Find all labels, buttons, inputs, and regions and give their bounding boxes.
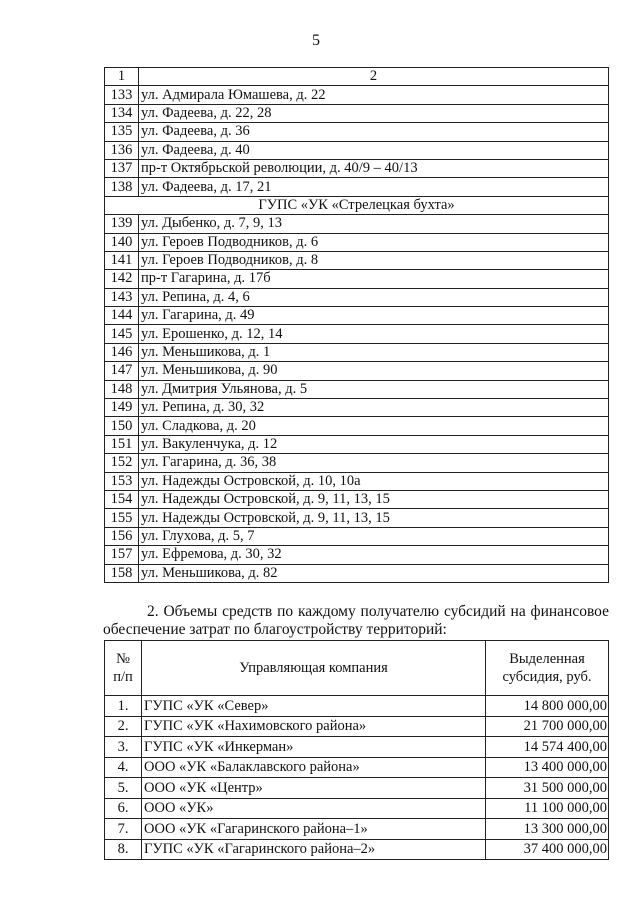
row-amount: 11 100 000,00 xyxy=(486,798,609,819)
row-address: ул. Героев Подводников, д. 6 xyxy=(139,233,609,251)
table-row xyxy=(105,270,609,288)
table-row xyxy=(105,104,609,122)
row-company: ООО «УК «Балаклавского района» xyxy=(142,757,486,778)
table-row xyxy=(105,757,609,778)
row-company: ГУПС «УК «Нахимовского района» xyxy=(142,716,486,737)
table-row xyxy=(105,778,609,799)
table-row xyxy=(105,696,609,717)
row-address: ул. Ефремова, д. 30, 32 xyxy=(139,546,609,564)
table-row xyxy=(105,307,609,325)
table-row xyxy=(105,380,609,398)
row-address: ул. Фадеева, д. 40 xyxy=(139,141,609,159)
header-amount-line2: субсидия, руб. xyxy=(502,669,592,685)
row-number: 146 xyxy=(105,343,139,361)
row-address: ул. Фадеева, д. 22, 28 xyxy=(139,104,609,122)
subsidy-table xyxy=(104,640,609,860)
row-number: 139 xyxy=(105,215,139,233)
header-amount-line1: Выделенная xyxy=(509,651,585,667)
row-amount: 31 500 000,00 xyxy=(486,778,609,799)
row-company: ООО «УК «Гагаринского района–1» xyxy=(142,819,486,840)
row-address: ул. Дыбенко, д. 7, 9, 13 xyxy=(139,215,609,233)
row-address: ул. Меньшикова, д. 82 xyxy=(139,564,609,582)
row-number: 147 xyxy=(105,362,139,380)
table-row xyxy=(105,564,609,582)
table-row xyxy=(105,798,609,819)
row-number: 138 xyxy=(105,178,139,196)
table-row xyxy=(105,454,609,472)
row-index: 1. xyxy=(105,696,142,717)
row-number: 135 xyxy=(105,123,139,141)
paragraph-subsidy-volumes: 2. Объемы средств по каждому получателю субсидий на финансовое обеспечение затрат по благоустройству территорий: xyxy=(103,603,609,638)
row-index: 8. xyxy=(105,839,142,860)
table-row xyxy=(105,490,609,508)
table-row xyxy=(105,716,609,737)
row-address: ул. Дмитрия Ульянова, д. 5 xyxy=(139,380,609,398)
row-address: ул. Вакуленчука, д. 12 xyxy=(139,435,609,453)
row-number: 148 xyxy=(105,380,139,398)
row-amount: 14 574 400,00 xyxy=(486,737,609,758)
row-address: ул. Адмирала Юмашева, д. 22 xyxy=(139,86,609,104)
row-index: 4. xyxy=(105,757,142,778)
table-row xyxy=(105,546,609,564)
row-index: 7. xyxy=(105,819,142,840)
row-amount: 14 800 000,00 xyxy=(486,696,609,717)
row-address: пр-т Октябрьской революции, д. 40/9 – 40/13 xyxy=(139,159,609,177)
row-number: 149 xyxy=(105,399,139,417)
row-amount: 37 400 000,00 xyxy=(486,839,609,860)
column-header-amount xyxy=(486,641,609,696)
row-address: ул. Фадеева, д. 36 xyxy=(139,123,609,141)
row-address: ул. Героев Подводников, д. 8 xyxy=(139,251,609,269)
row-number: 156 xyxy=(105,527,139,545)
table-row xyxy=(105,178,609,196)
row-company: ГУПС «УК «Инкерман» xyxy=(142,737,486,758)
section-row xyxy=(105,196,609,214)
row-number: 137 xyxy=(105,159,139,177)
row-address: ул. Гагарина, д. 36, 38 xyxy=(139,454,609,472)
row-amount: 21 700 000,00 xyxy=(486,716,609,737)
table-row xyxy=(105,215,609,233)
table-header-row xyxy=(105,68,609,86)
row-number: 155 xyxy=(105,509,139,527)
row-address: ул. Фадеева, д. 17, 21 xyxy=(139,178,609,196)
row-company: ООО «УК» xyxy=(142,798,486,819)
table-row xyxy=(105,527,609,545)
table-row xyxy=(105,325,609,343)
row-number: 136 xyxy=(105,141,139,159)
column-header-number xyxy=(105,641,142,696)
row-number: 153 xyxy=(105,472,139,490)
row-address: ул. Надежды Островской, д. 9, 11, 13, 15 xyxy=(139,509,609,527)
row-number: 158 xyxy=(105,564,139,582)
row-number: 150 xyxy=(105,417,139,435)
row-address: пр-т Гагарина, д. 17б xyxy=(139,270,609,288)
table-row xyxy=(105,362,609,380)
table-row xyxy=(105,123,609,141)
row-number: 157 xyxy=(105,546,139,564)
row-address: ул. Репина, д. 4, 6 xyxy=(139,288,609,306)
row-address: ул. Глухова, д. 5, 7 xyxy=(139,527,609,545)
table-row xyxy=(105,417,609,435)
row-index: 3. xyxy=(105,737,142,758)
row-index: 2. xyxy=(105,716,142,737)
column-header-address: 2 xyxy=(139,68,609,86)
table-row xyxy=(105,435,609,453)
row-number: 151 xyxy=(105,435,139,453)
row-address: ул. Репина, д. 30, 32 xyxy=(139,399,609,417)
table-header-row xyxy=(105,641,609,696)
table-row xyxy=(105,141,609,159)
header-num-line2: п/п xyxy=(113,669,133,685)
row-index: 5. xyxy=(105,778,142,799)
row-address: ул. Надежды Островской, д. 10, 10а xyxy=(139,472,609,490)
row-number: 145 xyxy=(105,325,139,343)
table-row xyxy=(105,509,609,527)
row-amount: 13 400 000,00 xyxy=(486,757,609,778)
table-row xyxy=(105,472,609,490)
address-table xyxy=(104,67,609,583)
column-header-company: Управляющая компания xyxy=(142,641,486,696)
table-row xyxy=(105,839,609,860)
column-header-number: 1 xyxy=(105,68,139,86)
row-address: ул. Надежды Островской, д. 9, 11, 13, 15 xyxy=(139,490,609,508)
row-address: ул. Меньшикова, д. 1 xyxy=(139,343,609,361)
row-amount: 13 300 000,00 xyxy=(486,819,609,840)
row-number: 141 xyxy=(105,251,139,269)
row-number: 152 xyxy=(105,454,139,472)
row-number: 133 xyxy=(105,86,139,104)
table-row xyxy=(105,343,609,361)
row-address: ул. Сладкова, д. 20 xyxy=(139,417,609,435)
table-row xyxy=(105,233,609,251)
row-address: ул. Ерошенко, д. 12, 14 xyxy=(139,325,609,343)
row-number: 144 xyxy=(105,307,139,325)
section-title: ГУПС «УК «Стрелецкая бухта» xyxy=(105,196,609,214)
row-number: 142 xyxy=(105,270,139,288)
row-index: 6. xyxy=(105,798,142,819)
page-number: 5 xyxy=(312,32,320,49)
row-company: ГУПС «УК «Север» xyxy=(142,696,486,717)
table-row xyxy=(105,251,609,269)
header-num-line1: № xyxy=(116,651,130,667)
row-number: 143 xyxy=(105,288,139,306)
table-row xyxy=(105,159,609,177)
table-row xyxy=(105,288,609,306)
row-address: ул. Гагарина, д. 49 xyxy=(139,307,609,325)
row-company: ООО «УК «Центр» xyxy=(142,778,486,799)
table-row xyxy=(105,86,609,104)
table-row xyxy=(105,819,609,840)
table-row xyxy=(105,737,609,758)
row-company: ГУПС «УК «Гагаринского района–2» xyxy=(142,839,486,860)
table-row xyxy=(105,399,609,417)
row-number: 154 xyxy=(105,490,139,508)
row-number: 140 xyxy=(105,233,139,251)
row-address: ул. Меньшикова, д. 90 xyxy=(139,362,609,380)
row-number: 134 xyxy=(105,104,139,122)
